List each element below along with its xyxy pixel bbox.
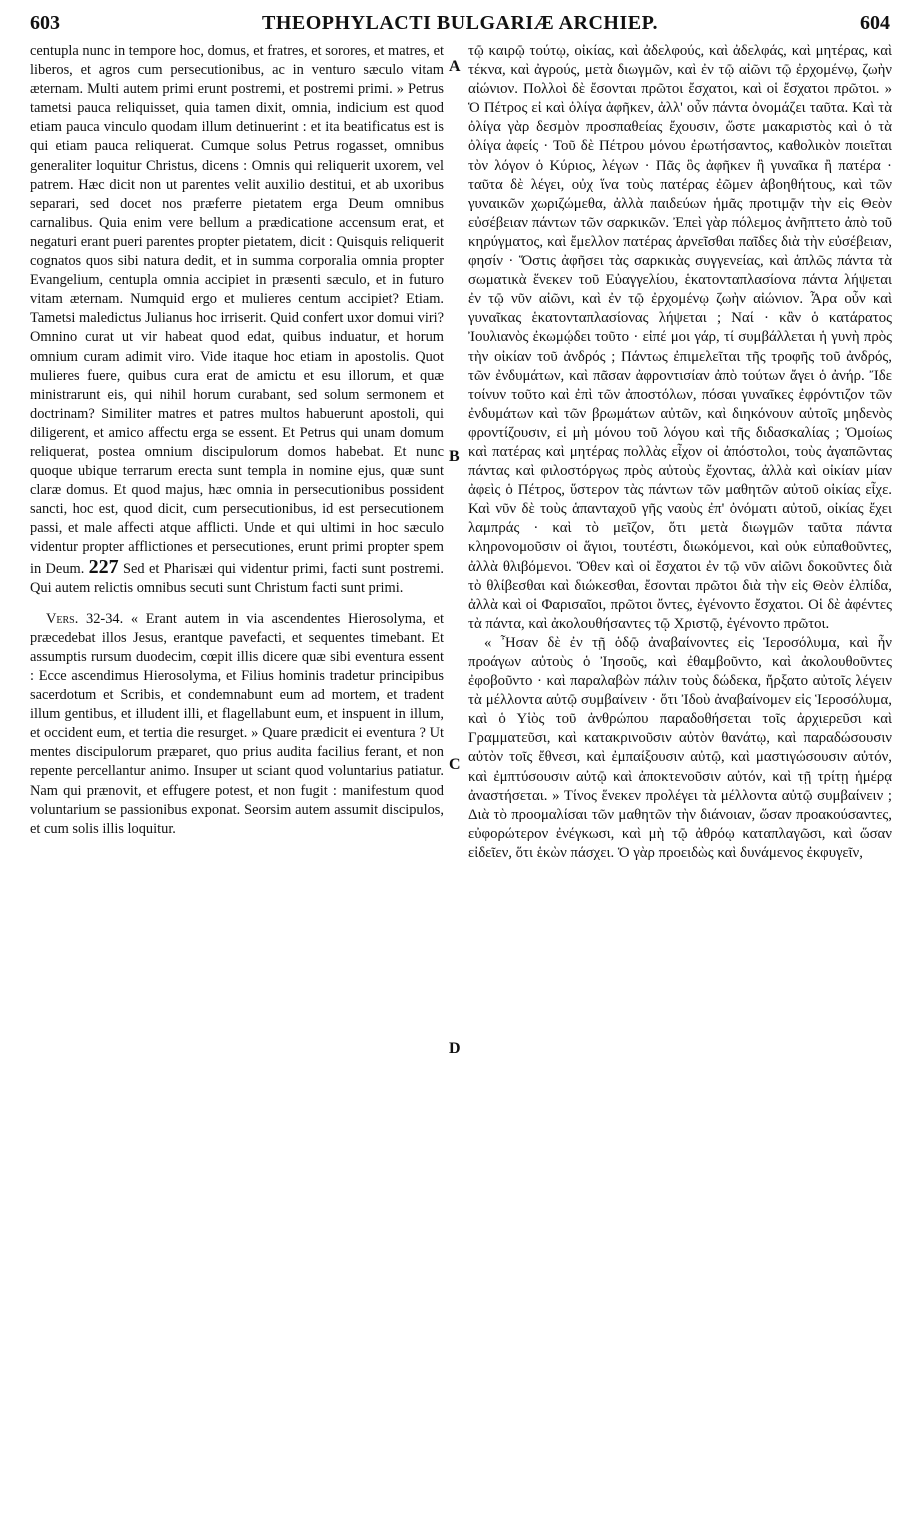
latin-paragraph-2-text: « Erant autem in via ascendentes Hierosolyma, et præcedebat illos Jesus, erantque pavefacti, et sequentes timebant. Et assumptis rursum duodecim, cœpit illis dicere quæ sibi eventura essent : Ecce ascendimus Hierosolyma, et Filius hominis tradetur principibus sacerdotum et Scribis, et condemnabunt eum ad mortem, et tradent illum gentibus, et illudent illi, et flagellabunt eum, et inspuent in illum, et occident eum, et tertia die resurget. » Quare prædicit ei eventura ? Ut mentes discipulorum præparet, quo prius audita facilius ferant, et non repente percellantur animo. Insuper ut sciant quod voluntarius patiatur. Nam qui prænovit, et effugere potest, et non fugit : manifestum quod voluntarium se passionibus exponat. Seorsim autem assumit discipulos, et cum solis illis loquitur. [30, 610, 444, 837]
margin-marker-a: A [449, 58, 461, 75]
marginal-number: 227 [88, 555, 119, 578]
margin-marker-c: C [449, 756, 461, 773]
margin-marker-d: D [449, 1040, 461, 1057]
latin-paragraph-1 [30, 42, 444, 598]
page-number-left: 603 [30, 12, 60, 34]
page-number-right: 604 [860, 12, 890, 34]
greek-column [468, 42, 892, 863]
margin-marker-b: B [449, 448, 460, 465]
page-header [30, 12, 890, 40]
greek-paragraph-1: τῷ καιρῷ τούτῳ, οἰκίας, καὶ ἀδελφούς, καὶ ἀδελφάς, καὶ μητέρας, καὶ τέκνα, καὶ ἀγρούς, μετὰ διωγμῶν, καὶ ἐν τῷ αἰῶνι τῷ ἐρχομένῳ, ζωὴν αἰώνιον. Πολλοὶ δὲ ἔσονται πρῶτοι ἔσχατοι, καὶ οἱ ἔσχατοι πρῶτοι. » Ὁ Πέτρος εἰ καὶ ὀλίγα ἀφῆκεν, ἀλλ' οὖν πάντα ὀνομάζει ταῦτα. Καὶ τὰ ὀλίγα γὰρ δεσμὸν προσπαθείας ἔχουσιν, ὥστε μακαριστὸς καὶ ὁ τὰ ὀλίγα ἀφείς · Τοῦ δὲ Πέτρου μόνου ἐρωτήσαντος, καθολικὸν ποιεῖται τὸν λόγον ὁ Κύριος, λέγων · Πᾶς ὃς ἀφῆκεν ἢ γυναῖκα ἢ πατέρα · ταῦτα δὲ λέγει, οὐχ ἵνα τοὺς πατέρας ἐῶμεν ἀβοηθήτους, καὶ τῶν γυναικῶν χωριζώμεθα, ἀλλὰ παιδεύων ἡμᾶς προτιμᾷν τὴν εἰς Θεὸν εὐσέβειαν πάντων τῶν σαρκικῶν. Ἐπεὶ γὰρ πόλεμος ἀνῆπτετο ἀπὸ τοῦ κηρύγματος, καὶ ἔμελλον πατέρας ἀρνεῖσθαι παῖδες διὰ τὴν εὐσέβειαν, φησίν · Ὅστις ἀφῆσει τὰς σαρκικὰς συγγενείας, καὶ ἁπλῶς πάντα τὰ σωματικὰ ἕνεκεν τοῦ Εὐαγγελίου, ἑκατονταπλασίονα πάντα λήψεται ἐν τῷ νῦν αἰῶνι, καὶ ἐν τῷ ἐρχομένῳ ζωὴν αἰώνιον. Ἆρα οὖν καὶ γυναῖκας ἑκατονταπλασίονας λήψεται ; Ναί · κἂν ὁ κατάρατος Ἰουλιανὸς ἐκωμῴδει τοῦτο · εἰπέ μοι γάρ, τί συμβάλλεται ἡ γυνὴ πρὸς τὴν οἰκίαν τοῦ ἀνδρός ; Πάντως ἐπιμελεῖται τῆς τροφῆς τοῦ ἀνδρός, τῶν ἐνδυμάτων, καὶ πᾶσαν ἀφροντισίαν ἀπὸ τούτων ἄγει ὁ ἀνήρ. Ἴδε τοίνυν τοῦτο καὶ ἐπὶ τῶν ἀποστόλων, πόσαι γυναῖκες ἐφρόντιζον τῶν ἐνδυμάτων καὶ τῶν βρωμάτων αὐτῶν, καὶ διηκόνουν αὐτοῖς μηδενὸς φροντίζουσιν, εἰ μὴ μόνου τοῦ λόγου καὶ τῆς διδασκαλίας ; Ὁμοίως καὶ πατέρας καὶ μητέρας πολλὰς εἶχον οἱ ἀπόστολοι, τοὺς ἀγαπῶντας πάντας καὶ φιλοστόργως πρὸς αὐτοὺς ἔχοντας, ἀλλὰ καὶ οἰκίαν μίαν ἀφεὶς ὁ Πέτρος, ὕστερον τὰς πάντων τῶν μαθητῶν αὐτοῦ οἰκίας εἶχε. Καὶ νῦν δὲ τοὺς ἁπανταχοῦ γῆς ναοὺς ἐπ' ὀνόματι αὐτοῦ, οἰκίας ἔχει λαμπράς · καὶ τὸ μεῖζον, ὅτι μετὰ διωγμῶν ταῦτα πάντα κληρονομοῦσιν οἱ ἅγιοι, τουτέστι, διωκόμενοι, καὶ οὐκ εὐπαθοῦντες, ἀλλὰ θλιβόμενοι. Ὅθεν καὶ οἱ ἔσχατοι ἐν τῷ νῦν αἰῶνι δοκοῦντες διὰ τὸ θλίβεσθαι καὶ διώκεσθαι, ἔσονται πρῶτοι διὰ τὴν εἰς Θεὸν ἐλπίδα, ἀλλὰ καὶ οἱ Φαρισαῖοι, πρῶτοι ὄντες, ἐγένοντο ἔσχατοι. Οἱ δὲ ἀφέντες τὰ πάντα, καὶ ἀκολουθήσαντες τῷ Χριστῷ, ἐγένοντο πρῶτοι. [468, 43, 892, 632]
latin-paragraph-1-end: Sed et Pharisæi qui videntur primi, facti sunt postremi. Qui autem relictis omnibus secuti sunt Christum facti sunt primi. [30, 560, 444, 596]
running-title: THEOPHYLACTI BULGARIÆ ARCHIEP. [262, 12, 658, 34]
greek-paragraph-2: « Ἦσαν δὲ ἐν τῇ ὁδῷ ἀναβαίνοντες εἰς Ἱεροσόλυμα, καὶ ἦν προάγων αὐτοὺς ὁ Ἰησοῦς, καὶ ἐθαμβοῦντο, καὶ ἀκολουθοῦντες ἐφοβοῦντο · καὶ παραλαβὼν πάλιν τοὺς δώδεκα, ἤρξατο αὐτοῖς λέγειν τὰ μέλλοντα αὐτῷ συμβαίνειν · ὅτι Ἰδοὺ ἀναβαίνομεν εἰς Ἱεροσόλυμα, καὶ ὁ Υἱὸς τοῦ ἀνθρώπου παραδοθήσεται τοῖς ἀρχιερεῦσι καὶ Γραμματεῦσι, καὶ κατακρινοῦσιν αὐτὸν θανάτῳ, καὶ παραδώσουσιν αὐτὸν τοῖς ἔθνεσι, καὶ ἐμπαίξουσιν αὐτῷ, καὶ μαστιγώσουσιν αὐτόν, καὶ ἐμπτύσουσιν αὐτῷ καὶ ἀποκτενοῦσιν αὐτόν, καὶ τῇ τρίτῃ ἡμέρᾳ ἀναστήσεται. » Τίνος ἕνεκεν προλέγει τὰ μέλλοντα αὐτῷ συμβαίνειν ; Διὰ τὸ προομαλίσαι τῶν μαθητῶν τὴν διάνοιαν, ὥσαν προακούσαντες, εὐφορώτερον ἐνέγκωσι, καὶ μὴ τῷ ἀθρόῳ καταπλαγῶσι, καὶ ὥσαν εἰδεῖεν, ὅτι ἑκὼν πάσχει. Ὁ γὰρ προειδὼς καὶ δυνάμενος ἐκφυγεῖν, [468, 634, 892, 861]
latin-column [30, 42, 444, 839]
latin-paragraph-1-text: centupla nunc in tempore hoc, domus, et fratres, et sorores, et matres, et liberos, et agros cum persecutionibus, ac in venturo sæculo vitam æternam. Multi autem primi erunt postremi, et postremi primi. » Petrus tametsi pauca reliquisset, quia tamen dixit, omnia, indicium est quod etiam pauca vinculo quodam illum detinuerint : et ita beatificatus est is qui etiam pauca reliquerat. Cumque solus Petrus rogasset, omnibus generaliter loquitur Christus, dicens : Omnis qui reliquerit uxorem, vel patrem. Hæc dicit non ut parentes velit auxilio destitui, et ab uxoribus separari, sed docet nos præferre pietatem erga Deum omnibus carnalibus. Quia enim vere bellum a prædicatione accensum erat, et negaturi erant pueri parentes propter pietatem, dicit : Quisquis reliquerit cognatos quos sibi natura dedit, et in summa corporalia omnia propter Evangelium, centupla omnia accipiet in præsenti sæculo, et in futuro vitam æternam. Numquid ergo et mulieres centum accipiet? Etiam. Tametsi maledictus Julianus hoc irriserit. Quid confert uxor domui viri? Omnino curat ut vir habeat quod edat, quibus induatur, et horum omnium curam adimit viro. Vide itaque hoc etiam in apostolis. Quot mulieres fuere, quibus cura erat de amictu et esu illorum, et quæ ministrarunt eis, qui nihil horum curabant, sed solum sermonem et doctrinam? Similiter matres et patres multos habuerunt apostoli, qui diligerent, et amico affectu erga se essent. Et Petrus qui unam domum reliquerat, postea omnium discipulorum domos habebat. Et nunc quoque ubique terrarum erecta sunt templa in nomine ejus, quæ sunt claræ domus. Et quod majus, hæc omnia in persecutionibus possident sancti, hoc est, quod dicit, cum persecutionibus, id est persecutionem passi, et male affecti atque afflicti. Unde et qui ultimi in hoc sæculo videntur propter afflictiones et persecutiones, erunt primi propter spem in Deum. [30, 43, 444, 577]
verse-label: Vers. 32-34. [46, 610, 124, 627]
latin-paragraph-2 [30, 610, 444, 839]
